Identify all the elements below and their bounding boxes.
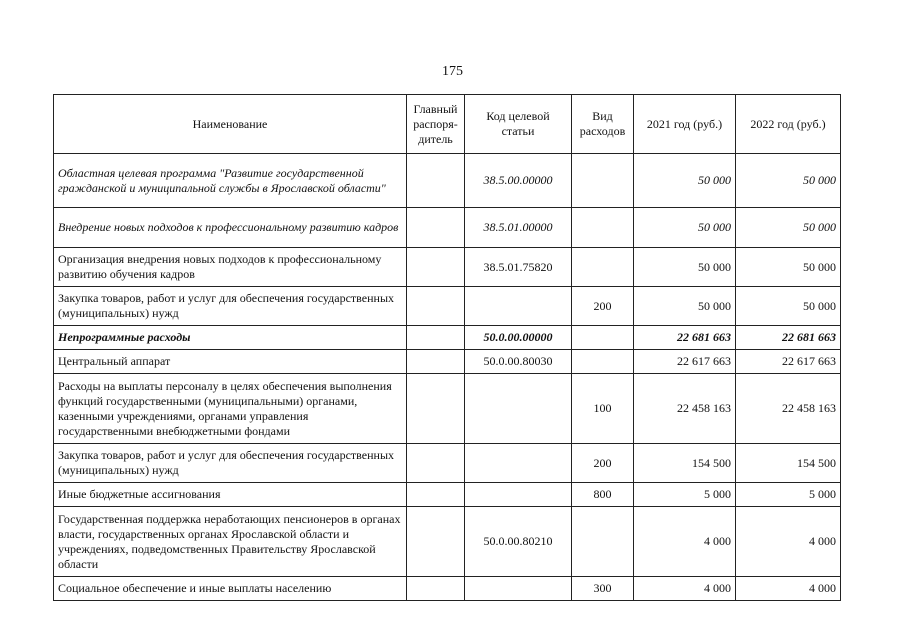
row-code: [465, 577, 572, 601]
table-row: [54, 154, 841, 208]
header-manager: Главный распоря-дитель: [407, 95, 465, 154]
row-2022: 50 000: [736, 154, 841, 208]
row-type: 100: [572, 374, 634, 444]
table-row: [54, 444, 841, 483]
row-2021: 4 000: [634, 507, 736, 577]
row-2022: 4 000: [736, 577, 841, 601]
row-2021: 50 000: [634, 208, 736, 248]
row-name: Центральный аппарат: [54, 350, 407, 374]
row-2022: 50 000: [736, 248, 841, 287]
row-2022: 22 458 163: [736, 374, 841, 444]
row-code: 50.0.00.80030: [465, 350, 572, 374]
row-manager: [407, 326, 465, 350]
row-name: Организация внедрения новых подходов к профессиональному развитию обучения кадров: [54, 248, 407, 287]
header-code: Код целевой статьи: [465, 95, 572, 154]
row-name: Областная целевая программа "Развитие государственной гражданской и муниципальной службы в Ярославской области": [54, 154, 407, 208]
row-name: Закупка товаров, работ и услуг для обеспечения государственных (муниципальных) нужд: [54, 287, 407, 326]
row-type: [572, 326, 634, 350]
row-2021: 50 000: [634, 248, 736, 287]
row-type: [572, 154, 634, 208]
row-code: 50.0.00.80210: [465, 507, 572, 577]
row-2022: 5 000: [736, 483, 841, 507]
row-name: Иные бюджетные ассигнования: [54, 483, 407, 507]
table-row: [54, 483, 841, 507]
row-type: [572, 248, 634, 287]
header-row: [54, 95, 841, 154]
row-manager: [407, 350, 465, 374]
row-type: [572, 208, 634, 248]
row-2021: 5 000: [634, 483, 736, 507]
row-code: [465, 444, 572, 483]
row-2021: 50 000: [634, 154, 736, 208]
row-type: 200: [572, 444, 634, 483]
row-type: 200: [572, 287, 634, 326]
row-2022: 50 000: [736, 287, 841, 326]
row-manager: [407, 483, 465, 507]
row-code: 38.5.00.00000: [465, 154, 572, 208]
row-name: Закупка товаров, работ и услуг для обеспечения государственных (муниципальных) нужд: [54, 444, 407, 483]
table-row: [54, 507, 841, 577]
row-type: [572, 350, 634, 374]
budget-table: [53, 94, 841, 601]
row-manager: [407, 208, 465, 248]
header-2022: 2022 год (руб.): [736, 95, 841, 154]
row-name: Государственная поддержка неработающих пенсионеров в органах власти, государственных органах Ярославской области и учреждениях, подведомственных Правительству Ярославской области: [54, 507, 407, 577]
header-2021: 2021 год (руб.): [634, 95, 736, 154]
header-type: Вид расходов: [572, 95, 634, 154]
row-manager: [407, 374, 465, 444]
page-number: 175: [442, 64, 463, 79]
row-name: Непрограммные расходы: [54, 326, 407, 350]
row-manager: [407, 248, 465, 287]
row-code: 38.5.01.00000: [465, 208, 572, 248]
row-manager: [407, 154, 465, 208]
table-row: [54, 326, 841, 350]
row-2021: 22 617 663: [634, 350, 736, 374]
row-2021: 4 000: [634, 577, 736, 601]
row-name: Расходы на выплаты персоналу в целях обеспечения выполнения функций государственными (муниципальными) органами, казенными учреждениями, органами управления государственными внебюджетными фондами: [54, 374, 407, 444]
row-code: 38.5.01.75820: [465, 248, 572, 287]
row-manager: [407, 444, 465, 483]
row-name: Внедрение новых подходов к профессиональному развитию кадров: [54, 208, 407, 248]
row-code: 50.0.00.00000: [465, 326, 572, 350]
row-2022: 50 000: [736, 208, 841, 248]
row-manager: [407, 577, 465, 601]
row-type: 300: [572, 577, 634, 601]
row-2021: 22 681 663: [634, 326, 736, 350]
row-2021: 50 000: [634, 287, 736, 326]
row-code: [465, 374, 572, 444]
row-type: [572, 507, 634, 577]
row-2022: 22 681 663: [736, 326, 841, 350]
row-2022: 4 000: [736, 507, 841, 577]
table-row: [54, 577, 841, 601]
row-type: 800: [572, 483, 634, 507]
row-2021: 22 458 163: [634, 374, 736, 444]
row-2022: 154 500: [736, 444, 841, 483]
table-row: [54, 248, 841, 287]
table-row: [54, 350, 841, 374]
row-2021: 154 500: [634, 444, 736, 483]
table-row: [54, 287, 841, 326]
header-name: Наименование: [54, 95, 407, 154]
row-code: [465, 287, 572, 326]
row-name: Социальное обеспечение и иные выплаты населению: [54, 577, 407, 601]
table-row: [54, 374, 841, 444]
row-2022: 22 617 663: [736, 350, 841, 374]
row-manager: [407, 507, 465, 577]
row-manager: [407, 287, 465, 326]
table-row: [54, 208, 841, 248]
row-code: [465, 483, 572, 507]
